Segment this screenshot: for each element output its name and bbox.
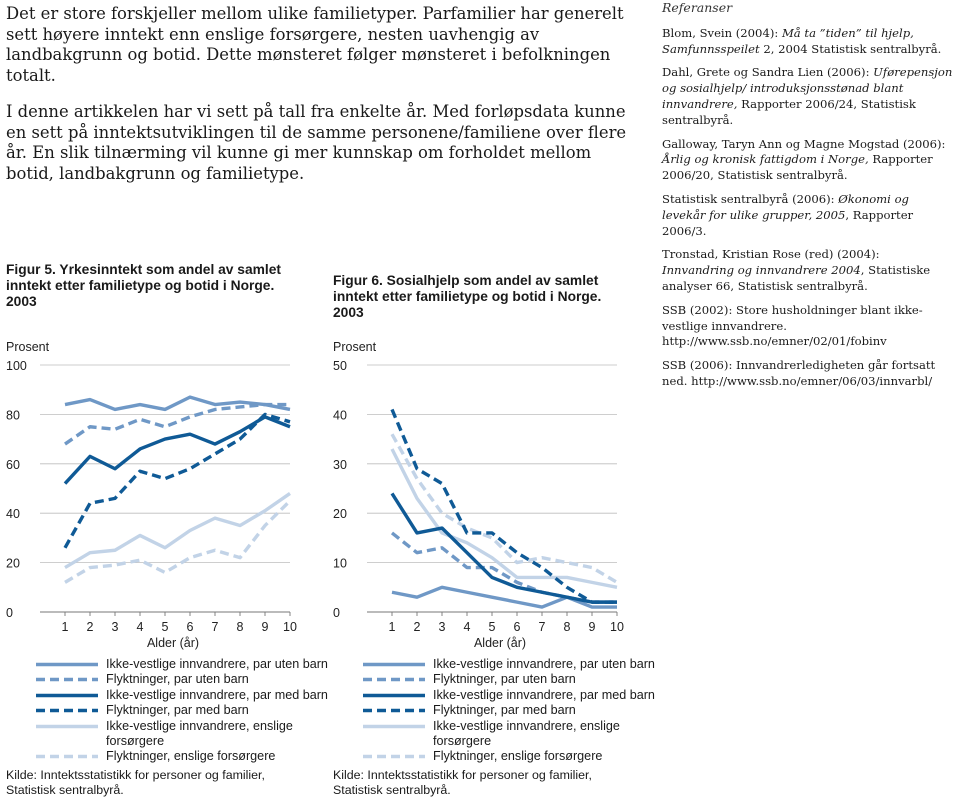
body-paragraph: I denne artikkelen har vi sett på tall fra enkelte år. Med forløpsdata kunne en sett på inntektsutviklingen til de samme personene/familiene over flere år. En slik tilnærming vil kunne gi mer kunnskap om forholdet mellom botid, landbakgrunn og familietype.: [6, 102, 627, 183]
reference-item: [662, 65, 954, 128]
legend-swatch: [36, 703, 98, 718]
reference-text: Statistisk sentralbyrå (2006):: [662, 191, 839, 206]
x-tick-label: 4: [136, 620, 144, 634]
legend-entry: [36, 703, 346, 718]
y-tick-label: 0: [333, 606, 340, 620]
figure-6-title: Figur 6. Sosialhjelp som andel av samlet inntekt etter familietype og botid i Norge. 2003: [333, 273, 602, 320]
legend-label: Ikke-vestlige innvandrere, par med barn: [106, 687, 328, 702]
legend-entry: [36, 688, 346, 703]
figure-5-title: Figur 5. Yrkesinntekt som andel av samlet inntekt etter familietype og botid i Norge. 2003: [6, 262, 282, 309]
x-tick-label: 8: [236, 620, 244, 634]
series-line: [65, 493, 290, 567]
x-tick-label: 6: [513, 620, 521, 634]
reference-heading: Referanser: [662, 0, 733, 15]
reference-text: SSB (2002): Store husholdninger blant ikke-vestlige innvandrere. http://www.ssb.no/emner/02/01/fobinv: [662, 302, 923, 349]
legend-swatch: [363, 688, 425, 703]
x-tick-label: 7: [211, 620, 219, 634]
reference-item: [662, 26, 954, 58]
x-tick-label: 9: [261, 620, 269, 634]
legend-label: Flyktninger, par med barn: [433, 703, 576, 718]
x-tick-label: 4: [463, 620, 471, 634]
x-tick-label: 8: [563, 620, 571, 634]
figure-5-chart: [0, 330, 305, 650]
x-axis-label: Alder (år): [473, 636, 527, 650]
legend-label: Ikke-vestlige innvandrere, par uten barn: [106, 657, 328, 671]
reference-item: [662, 247, 954, 294]
x-tick-label: 3: [111, 620, 119, 634]
legend-label: Flyktninger, enslige forsørgere: [106, 749, 276, 764]
legend-entry: [363, 719, 673, 750]
series-line: [65, 397, 290, 409]
legend-swatch: [363, 749, 425, 764]
legend-swatch: [363, 672, 425, 687]
figure-5-source: Kilde: Inntektsstatistikk for personer og familier, Statistisk sentralbyrå.: [6, 768, 265, 797]
y-tick-label: 40: [333, 408, 347, 423]
legend-label: Ikke-vestlige innvandrere, enslige forsørgere: [433, 718, 620, 749]
x-tick-label: 5: [161, 620, 169, 634]
reference-text: Tronstad, Kristian Rose (red) (2004):: [662, 247, 880, 262]
legend-entry: [36, 749, 346, 764]
reference-item: [662, 137, 954, 184]
y-tick-label: 100: [6, 359, 27, 373]
legend-label: Ikke-vestlige innvandrere, par uten barn: [433, 657, 655, 671]
figure-6-legend: [363, 657, 673, 765]
legend-label: Ikke-vestlige innvandrere, enslige forsørgere: [106, 718, 293, 749]
legend-entry: [363, 703, 673, 718]
reference-publisher: 2, 2004 Statistisk sentralbyrå.: [759, 41, 942, 56]
legend-swatch: [36, 672, 98, 687]
y-tick-label: 20: [333, 507, 347, 522]
y-tick-label: 30: [333, 457, 347, 472]
legend-swatch: [36, 749, 98, 764]
reference-publisher: Rapporter 2006/20, Statistisk sentralbyrå.: [662, 152, 933, 183]
legend-swatch: [363, 703, 425, 718]
legend-entry: [36, 719, 346, 750]
reference-title: Innvandring og innvandrere 2004: [662, 263, 861, 278]
reference-text: SSB (2006): Innvandrerledigheten går fortsatt ned. http://www.ssb.no/emner/06/03/innvarbl/: [662, 358, 936, 388]
reference-title: Årlig og kronisk fattigdom i Norge,: [662, 152, 869, 167]
y-tick-label: 20: [6, 556, 20, 571]
legend-swatch: [36, 688, 98, 703]
x-axis-label: Alder (år): [146, 636, 200, 650]
x-tick-label: 6: [186, 620, 194, 634]
series-line: [65, 417, 290, 484]
reference-item: [662, 303, 954, 350]
y-axis-label: Prosent: [6, 340, 50, 354]
legend-entry: [363, 672, 673, 687]
reference-items: [662, 26, 954, 390]
legend-swatch: [36, 657, 98, 672]
legend-label: Ikke-vestlige innvandrere, par med barn: [433, 687, 655, 702]
reference-item: [662, 358, 954, 390]
reference-publisher: Rapporter 2006/24, Statistisk sentralbyrå.: [662, 96, 916, 127]
reference-item: [662, 192, 954, 239]
legend-label: Flyktninger, par uten barn: [106, 672, 249, 687]
figure-6-chart: [327, 330, 632, 650]
x-tick-label: 7: [538, 620, 546, 634]
legend-swatch: [363, 657, 425, 672]
x-tick-label: 1: [61, 620, 69, 634]
legend-entry: [363, 688, 673, 703]
reference-text: Blom, Svein (2004):: [662, 25, 782, 40]
reference-title: Må ta ”tiden” til hjelp, Samfunnsspeilet: [662, 25, 914, 56]
legend-entry: [363, 657, 673, 672]
legend-label: Flyktninger, enslige forsørgere: [433, 749, 603, 764]
legend-entry: [363, 749, 673, 764]
y-tick-label: 50: [333, 359, 347, 373]
reference-text: Galloway, Taryn Ann og Magne Mogstad (2006):: [662, 136, 946, 151]
x-tick-label: 9: [588, 620, 596, 634]
legend-label: Flyktninger, par uten barn: [433, 672, 576, 687]
body-paragraph: Det er store forskjeller mellom ulike familietyper. Parfamilier har generelt sett høyere inntekt enn enslige forsørgere, nesten uavhengig av landbakgrunn og botid. Dette mønsteret følger mønsteret i befolkningen totalt.: [6, 4, 624, 85]
x-tick-label: 3: [438, 620, 446, 634]
y-tick-label: 60: [6, 457, 20, 472]
x-tick-label: 1: [388, 620, 396, 634]
legend-swatch: [36, 719, 98, 734]
reference-publisher: , Rapporter 2006/3.: [662, 207, 914, 238]
y-tick-label: 80: [6, 408, 20, 423]
y-tick-label: 10: [333, 556, 347, 571]
y-tick-label: 0: [6, 606, 13, 620]
figure-5-legend: [36, 657, 346, 765]
x-tick-label: 10: [283, 620, 297, 634]
x-tick-label: 2: [413, 620, 421, 634]
legend-label: Flyktninger, par med barn: [106, 703, 249, 718]
series-line: [65, 414, 290, 547]
article-body-text: [6, 4, 634, 200]
legend-entry: [36, 672, 346, 687]
y-tick-label: 40: [6, 507, 20, 522]
legend-entry: [36, 657, 346, 672]
y-axis-label: Prosent: [333, 340, 377, 354]
reference-title: Uførepensjon og sosialhjelp/ introduksjonsstønad blant innvandrere,: [662, 65, 953, 111]
x-tick-label: 2: [86, 620, 94, 634]
reference-publisher: , Statistiske analyser 66, Statistisk sentralbyrå.: [662, 263, 931, 293]
legend-swatch: [363, 719, 425, 734]
reference-text: Dahl, Grete og Sandra Lien (2006):: [662, 65, 874, 80]
x-tick-label: 10: [610, 620, 624, 634]
reference-title: Økonomi og levekår for ulike grupper, 2005: [662, 191, 909, 222]
figure-6-source: Kilde: Inntektsstatistikk for personer og familier, Statistisk sentralbyrå.: [333, 768, 592, 797]
reference-list: [662, 0, 954, 398]
x-tick-label: 5: [488, 620, 496, 634]
